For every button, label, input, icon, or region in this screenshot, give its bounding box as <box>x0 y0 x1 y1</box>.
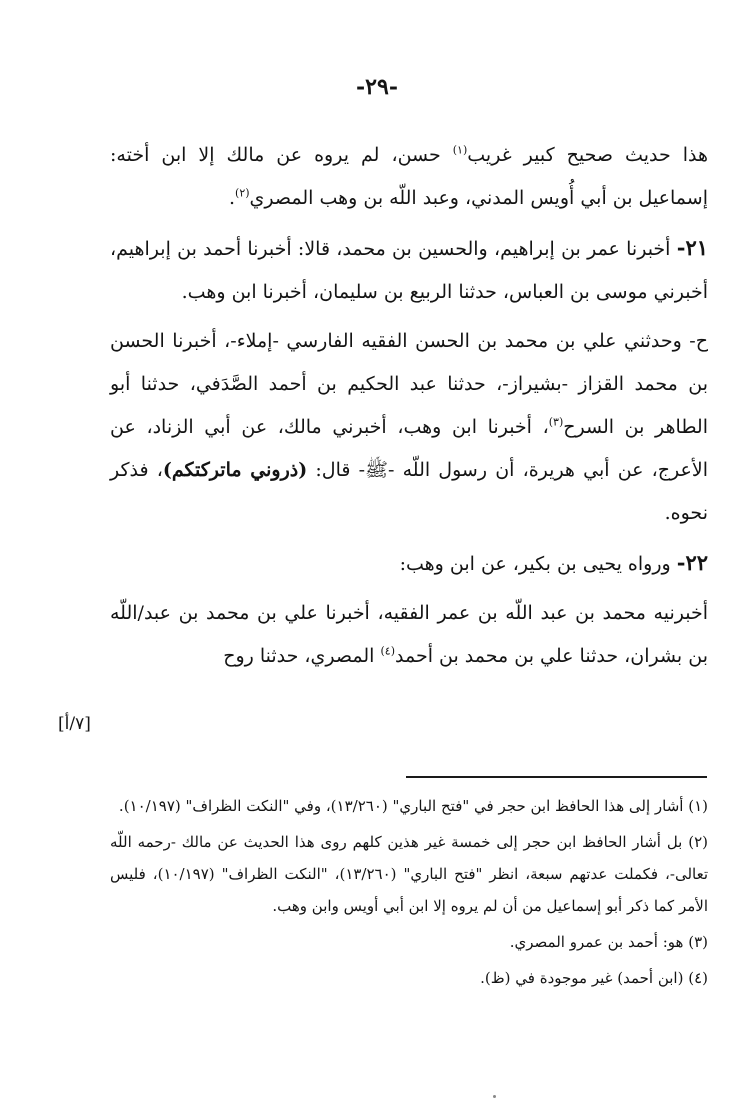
paragraph-4 <box>110 541 708 586</box>
footnote-1: (١) أشار إلى هذا الحافظ ابن حجر في "فتح الباري" (١٣/٢٦٠)، وفي "النكت الظراف" (١٠/١٩٧). <box>118 797 708 815</box>
p1-text-3: . <box>228 187 236 209</box>
footnote-4: (٤) (ابن أحمد) غير موجودة في (ظ). <box>480 969 708 987</box>
footnotes <box>110 790 708 998</box>
p4-text: ورواه يحيى بن بكير، عن ابن وهب: <box>399 553 677 575</box>
paragraph-1 <box>110 134 708 220</box>
p1-text-2: حسن، لم يروه عن مالك إلا ابن أخته: إسماعيل بن أبي أُويس المدني، وعبد اللّه بن وهب المصري <box>110 144 708 209</box>
footnote-ref-2: (٢) <box>235 186 250 200</box>
p3-text: ح- وحدثني علي بن محمد بن الحسن الفقيه الفارسي -إملاء-، أخبرنا الحسن بن محمد القزاز -بشيراز-، حدثنا عبد الحكيم بن أحمد الصَّدَفي، حدثنا أبو الطاهر بن السرح <box>110 330 708 438</box>
p5-text-2: المصري، حدثنا روح <box>223 645 381 667</box>
footnote-ref-1: (١) <box>452 143 468 157</box>
manuscript-folio-ref: [٧/أ] <box>58 714 91 734</box>
hadith-number-21: ٢١- <box>676 235 708 260</box>
footnote-ref-3: (٣) <box>548 415 564 429</box>
hadith-quote: (ذروني ماتركتكم) <box>162 459 308 481</box>
main-text <box>110 134 708 684</box>
p2-text: أخبرنا عمر بن إبراهيم، والحسين بن محمد، قالا: أخبرنا أحمد بن إبراهيم، أخبرني موسى بن العباس، حدثنا الربيع بن سليمان، أخبرنا ابن وهب. <box>110 238 708 303</box>
page-number: -٢٩- <box>356 74 398 100</box>
paragraph-5 <box>110 592 708 678</box>
paragraph-3 <box>110 320 708 535</box>
p1-text: هذا حديث صحيح كبير غريب <box>467 144 708 166</box>
p3-text-3: ، فذكر نحوه. <box>110 459 708 524</box>
p3-text-2: ، أخبرنا ابن وهب، أخبرني مالك، عن أبي الزناد، عن الأعرج، عن أبي هريرة، أن رسول اللّه -ﷺ- قال: <box>110 416 708 481</box>
footnote-divider <box>406 776 707 778</box>
p5-text: أخبرنيه محمد بن عبد اللّه بن عمر الفقيه، أخبرنا علي بن محمد بن عبد/اللّه بن بشران، حدثنا علي بن محمد بن أحمد <box>110 602 708 667</box>
footnote-3: (٣) هو: أحمد بن عمرو المصري. <box>509 933 708 951</box>
paragraph-2 <box>110 226 708 314</box>
footnote-2: (٢) بل أشار الحافظ ابن حجر إلى خمسة غير هذين كلهم روى هذا الحديث عن مالك -رحمه اللّه تعالى-، فكملت عدتهم سبعة، انظر "فتح الباري" (١٣/٢٦٠)، "النكت الظراف" (١٠/١٩٧)، فليس الأمر كما ذكر أبو إسماعيل من أن لم يروه إلا ابن أبي أويس وابن وهب. <box>110 833 709 915</box>
hadith-number-22: ٢٢- <box>676 550 708 575</box>
scan-speck <box>493 1095 496 1098</box>
footnote-ref-4: (٤) <box>380 644 395 658</box>
